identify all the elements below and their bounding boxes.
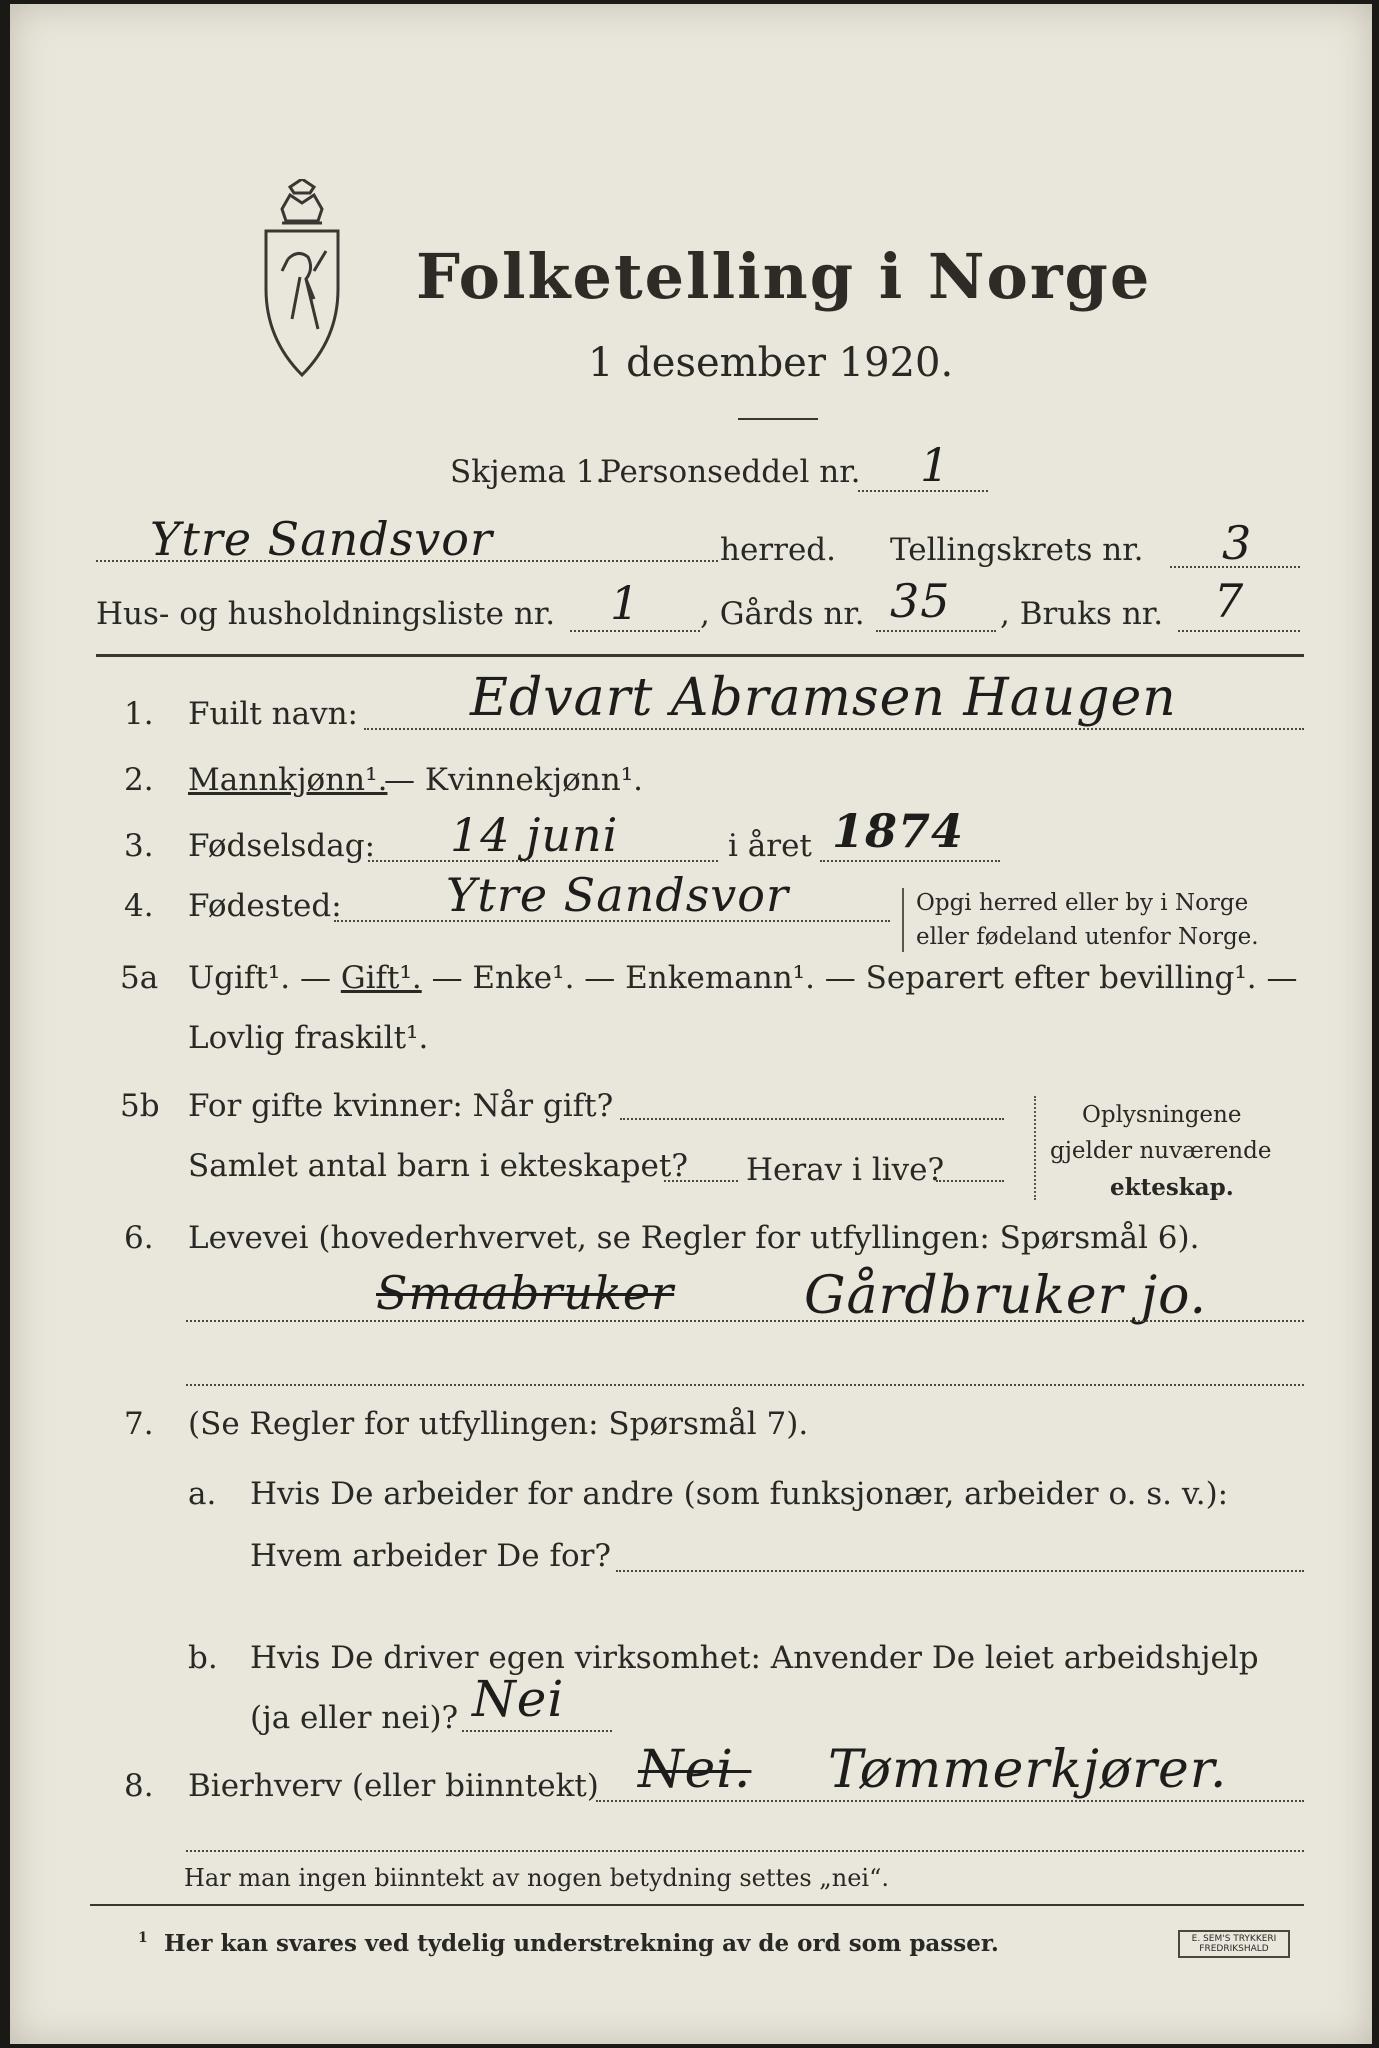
schema-label: Skjema 1. xyxy=(450,454,606,490)
q2-number: 2. xyxy=(124,762,154,798)
q7-label: (Se Regler for utfyllingen: Spørsmål 7). xyxy=(188,1406,809,1442)
tellingskrets-value: 3 xyxy=(1222,516,1253,570)
personseddel-value: 1 xyxy=(920,438,951,492)
occupation-value: Gårdbruker jo. xyxy=(804,1266,1208,1326)
bruks-label: , Bruks nr. xyxy=(1000,596,1164,632)
marriage-note-line2: gjelder nuværende xyxy=(1050,1138,1272,1164)
male-option: Mannkjønn¹. xyxy=(188,762,388,798)
census-date: 1 desember 1920. xyxy=(588,340,954,386)
q1-label: Fuilt navn: xyxy=(188,696,358,732)
full-name-value: Edvart Abramsen Haugen xyxy=(470,668,1177,728)
q5b-number: 5b xyxy=(120,1088,160,1124)
children-count-label: Samlet antal barn i ekteskapet? xyxy=(188,1148,688,1184)
occupation-struck-value: Smaabruker xyxy=(376,1266,675,1320)
q7-number: 7. xyxy=(124,1406,154,1442)
q5a-number: 5a xyxy=(120,960,159,996)
q3-year-label: i året xyxy=(728,828,812,864)
q5b-label: For gifte kvinner: Når gift? xyxy=(188,1088,614,1124)
norwegian-coat-of-arms-icon xyxy=(252,179,352,379)
q6-label: Levevei (hovederhvervet, se Regler for utfyllingen: Spørsmål 6). xyxy=(188,1220,1200,1256)
hired-help-value: Nei xyxy=(472,1670,565,1728)
birthplace-note-line1: Opgi herred eller by i Norge xyxy=(916,890,1249,916)
q3-number: 3. xyxy=(124,828,154,864)
husliste-label: Hus- og husholdningsliste nr. xyxy=(96,596,556,632)
tellingskrets-label: Tellingskrets nr. xyxy=(890,532,1144,568)
footer-divider xyxy=(90,1904,1304,1906)
marriage-note-line1: Oplysningene xyxy=(1082,1102,1242,1128)
q7b-label: Hvis De driver egen virksomhet: Anvender De leiet arbeidshjelp xyxy=(250,1640,1259,1676)
hired-help-label: (ja eller nei)? xyxy=(250,1700,459,1736)
female-option: — Kvinnekjønn¹. xyxy=(384,762,643,798)
civil-status-other-options: — Enke¹. — Enkemann¹. — Separert efter bevilling¹. — xyxy=(421,960,1298,996)
q8-number: 8. xyxy=(124,1768,154,1804)
unmarried-option: Ugift¹. xyxy=(188,960,291,996)
q7b-letter: b. xyxy=(188,1640,218,1676)
no-income-note: Har man ingen biinntekt av nogen betydning settes „nei“. xyxy=(184,1864,889,1892)
footnote-text: Her kan svares ved tydelig understrekning av de ord som passer. xyxy=(164,1930,999,1957)
header-divider xyxy=(96,654,1304,657)
personseddel-label: Personseddel nr. xyxy=(600,454,861,490)
printer-stamp-name: E. SEM'S TRYKKERI xyxy=(1191,1934,1277,1944)
q8-label: Bierhverv (eller biinntekt) xyxy=(188,1768,599,1804)
q3-label: Fødselsdag: xyxy=(188,828,376,864)
title-divider xyxy=(738,418,818,420)
children-alive-label: Herav i live? xyxy=(746,1152,945,1188)
footnote-marker: 1 xyxy=(138,1930,148,1946)
printer-stamp-city: FREDRIKSHALD xyxy=(1199,1944,1269,1954)
q4-label: Fødested: xyxy=(188,888,342,924)
q7a-label: Hvis De arbeider for andre (som funksjonær, arbeider o. s. v.): xyxy=(250,1476,1229,1512)
civil-status-separator: — xyxy=(290,960,341,996)
birthplace-note-line2: eller fødeland utenfor Norge. xyxy=(916,924,1259,950)
marriage-note-line3: ekteskap. xyxy=(1110,1174,1234,1201)
side-income-value: Tømmerkjører. xyxy=(828,1740,1228,1800)
q1-number: 1. xyxy=(124,696,154,732)
bruks-value: 7 xyxy=(1214,574,1245,628)
husliste-value: 1 xyxy=(610,576,641,630)
employer-label: Hvem arbeider De for? xyxy=(250,1538,612,1574)
birthplace-value: Ytre Sandsvor xyxy=(446,868,789,922)
gards-value: 35 xyxy=(890,574,951,628)
q7a-letter: a. xyxy=(188,1476,217,1512)
gards-label: , Gårds nr. xyxy=(700,596,865,632)
printer-stamp xyxy=(1178,1930,1290,1958)
divorced-option: Lovlig fraskilt¹. xyxy=(188,1020,429,1056)
birth-year-value: 1874 xyxy=(832,804,965,858)
herred-value: Ytre Sandsvor xyxy=(150,512,493,566)
birth-day-value: 14 juni xyxy=(450,808,619,862)
married-option: Gift¹. xyxy=(340,960,422,996)
form-title: Folketelling i Norge xyxy=(416,240,1152,313)
q4-number: 4. xyxy=(124,888,154,924)
herred-label: herred. xyxy=(720,532,836,568)
census-form-page xyxy=(10,4,1372,2044)
side-income-struck-value: Nei. xyxy=(638,1740,752,1800)
q6-number: 6. xyxy=(124,1220,154,1256)
